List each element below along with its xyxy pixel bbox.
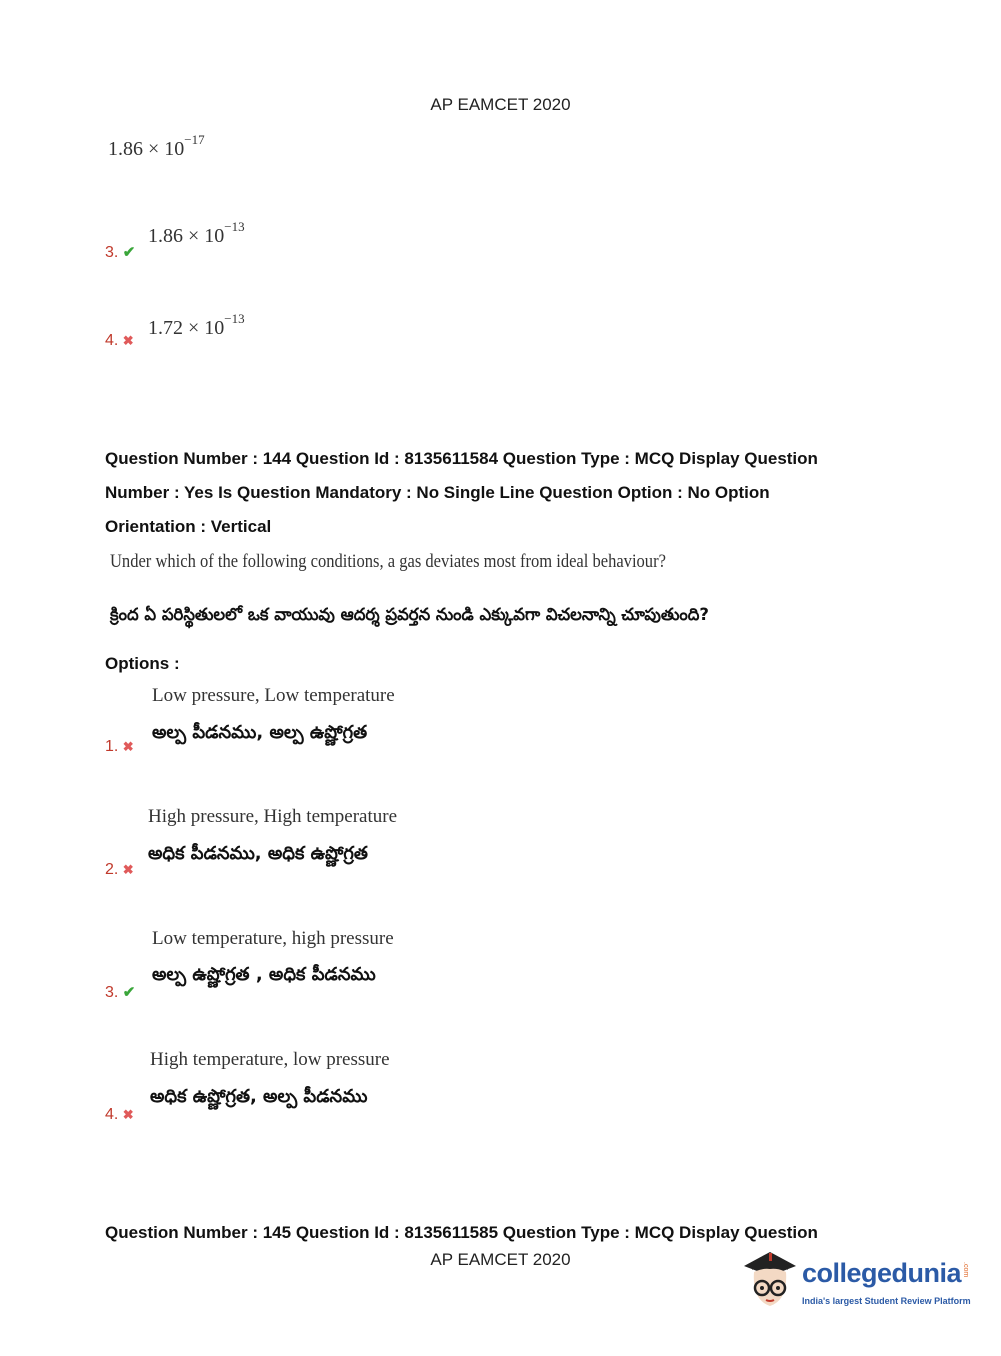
prev-option-3-number: 3. ✔ bbox=[105, 244, 136, 261]
prev-option-4-number: 4. ✖ bbox=[105, 332, 134, 349]
option-2-english: High pressure, High temperature bbox=[148, 806, 398, 827]
next-question-meta-line: Question Number : 145 Question Id : 8135611585 Question Type : MCQ Display Question bbox=[105, 1223, 818, 1242]
wrong-cross-icon: ✖ bbox=[122, 1107, 134, 1122]
mascot-icon bbox=[740, 1250, 800, 1312]
option-3-number: 3. ✔ bbox=[105, 984, 136, 1001]
question-meta-line-3: Orientation : Vertical bbox=[105, 517, 272, 536]
wrong-cross-icon: ✖ bbox=[122, 739, 134, 754]
question-text-telugu: క్రింద ఏ పరిస్థితులలో ఒక వాయువు ఆదర్శ ప్రవర్తన నుండి ఎక్కువగా విచలనాన్ని చూపుతుంది? bbox=[110, 605, 710, 625]
logo-wordmark: collegedunia bbox=[802, 1258, 962, 1288]
option-4-telugu: అధిక ఉష్ణోగ్రత, అల్ప పీడనము bbox=[150, 1086, 368, 1107]
correct-check-icon: ✔ bbox=[122, 244, 136, 261]
prev-option-4-expression: $1.72 \times 10^{-13}$ bbox=[148, 311, 245, 339]
logo-tagline: India's largest Student Review Platform bbox=[802, 1296, 971, 1306]
prev-option-3-expression: $1.86 \times 10^{-13}$ bbox=[148, 219, 245, 247]
question-meta-line-2: Number : Yes Is Question Mandatory : No Single Line Question Option : No Option bbox=[105, 483, 770, 502]
collegedunia-logo bbox=[740, 1250, 975, 1320]
option-1-english: Low pressure, Low temperature bbox=[152, 685, 395, 706]
option-4-number: 4. ✖ bbox=[105, 1106, 134, 1123]
question-meta-line-1: Question Number : 144 Question Id : 8135611584 Question Type : MCQ Display Question bbox=[105, 449, 818, 468]
option-1-telugu: అల్ప పీడనము, అల్ప ఉష్ణోగ్రత bbox=[152, 722, 368, 743]
option-2-telugu: అధిక పీడనము, అధిక ఉష్ణోగ్రత bbox=[148, 843, 368, 864]
option-3-telugu: అల్ప ఉష్ణోగ్రత , అధిక పీడనము bbox=[152, 964, 376, 985]
option-3-english: Low temperature, high pressure bbox=[152, 928, 394, 949]
prev-option-expression: $1.86 \times 10^{-17}$ bbox=[108, 132, 205, 160]
option-2-number: 2. ✖ bbox=[105, 861, 134, 878]
logo-domain: .com bbox=[962, 1262, 969, 1278]
option-4-english: High temperature, low pressure bbox=[150, 1049, 390, 1070]
options-label: Options : bbox=[105, 654, 180, 673]
option-1-number: 1. ✖ bbox=[105, 738, 134, 755]
correct-check-icon: ✔ bbox=[122, 984, 136, 1001]
wrong-cross-icon: ✖ bbox=[122, 862, 134, 877]
question-text-english: Under which of the following conditions, a gas deviates most from ideal behaviour? bbox=[110, 551, 666, 572]
page-header-title: AP EAMCET 2020 bbox=[430, 95, 571, 114]
wrong-cross-icon: ✖ bbox=[122, 333, 134, 348]
page-footer-title: AP EAMCET 2020 bbox=[430, 1250, 571, 1269]
